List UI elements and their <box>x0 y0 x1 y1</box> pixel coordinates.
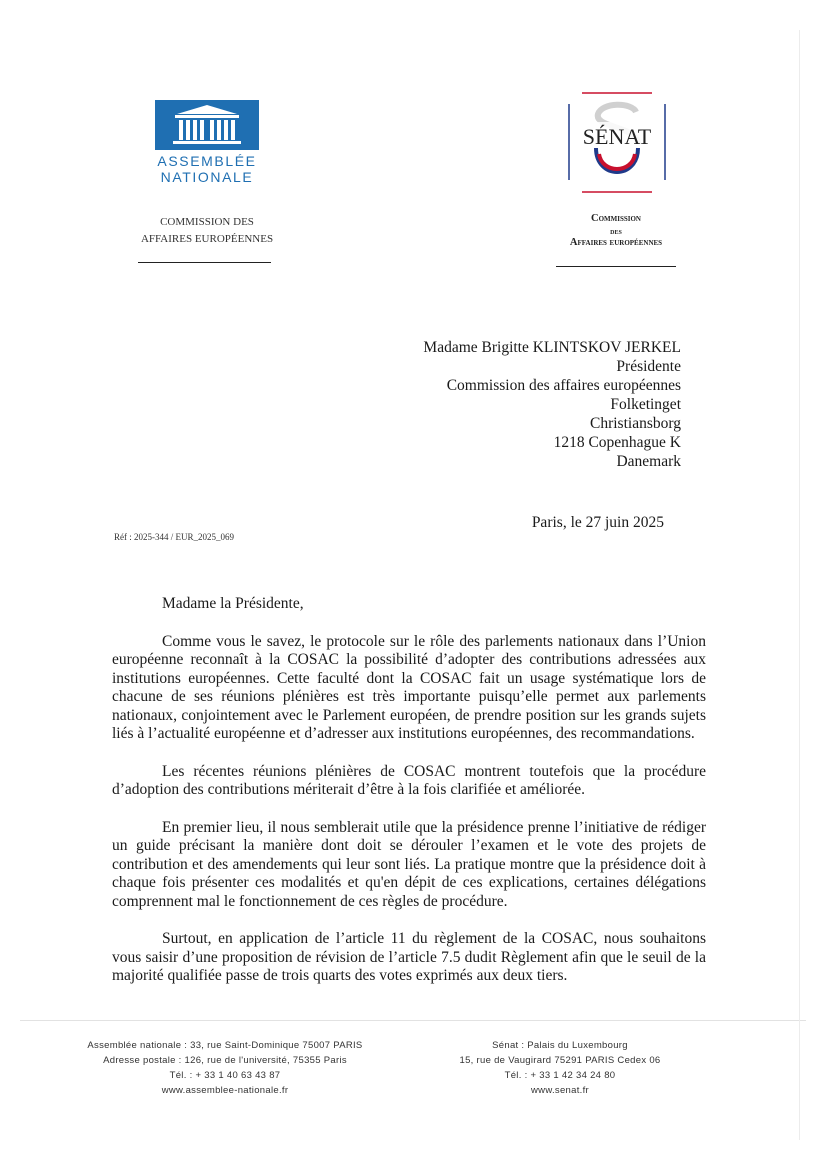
footer-senat-address: Sénat : Palais du Luxembourg <box>492 1040 628 1051</box>
addressee-institution: Folketinget <box>610 396 681 413</box>
assemblee-name-line1: ASSEMBLÉE <box>157 153 257 169</box>
addressee-country: Danemark <box>616 453 681 470</box>
senat-logo-text: SÉNAT <box>582 124 652 149</box>
senat-commission-line1: Commission <box>591 213 641 224</box>
footer-senat-website: www.senat.fr <box>531 1085 589 1096</box>
footer-an-postal: Adresse postale : 126, rue de l'université, 75355 Paris <box>103 1055 347 1066</box>
palais-bourbon-icon <box>155 100 259 150</box>
senat-commission-line3: Affaires européennes <box>569 237 663 248</box>
assemblee-divider <box>138 262 271 263</box>
paragraph-3: En premier lieu, il nous semblerait utile que la présidence prenne l’initiative de rédiger un guide précisant la manière dont doit se dérouler l’examen et le vote des projets de contribution et des amendements qui leur sont liés. La pratique montre que la présidence doit à chaque fois présenter ces modalités et qu'en dépit de ces explications, certaines délégations comprennent mal le fonctionnement de ces règles de procédure. <box>112 818 706 910</box>
addressee-city: 1218 Copenhague K <box>553 434 681 451</box>
footer-assemblee <box>55 1038 395 1098</box>
senat-commission-line2: des <box>610 226 622 236</box>
senat-divider <box>556 266 676 267</box>
letter-reference: Réf : 2025-344 / EUR_2025_069 <box>114 532 234 542</box>
assemblee-commission <box>120 214 294 248</box>
senat-commission <box>540 213 692 249</box>
footer-senat-phone: Tél. : + 33 1 42 34 24 80 <box>504 1070 616 1081</box>
letter-body <box>112 595 706 1005</box>
footer-senat-street: 15, rue de Vaugirard 75291 PARIS Cedex 06 <box>459 1055 661 1066</box>
footer-an-address: Assemblée nationale : 33, rue Saint-Dominique 75007 PARIS <box>87 1040 363 1051</box>
paragraph-2: Les récentes réunions plénières de COSAC montrent toutefois que la procédure d’adoption des contributions mériterait d’être à la fois clarifiée et améliorée. <box>112 762 706 798</box>
addressee-block <box>423 338 681 471</box>
assemblee-commission-line2: AFFAIRES EUROPÉENNES <box>140 233 274 245</box>
footer-senat <box>430 1038 690 1098</box>
footer-divider <box>20 1020 806 1021</box>
assemblee-name <box>140 153 274 185</box>
paragraph-4: Surtout, en application de l’article 11 du règlement de la COSAC, nous souhaitons vous saisir d’une proposition de révision de l’article 7.5 dudit Règlement afin que le seuil de la majorité qualifiée passe de trois quarts des votes exprimés aux deux tiers. <box>112 930 706 984</box>
senat-logo <box>566 92 668 194</box>
senat-emblem-icon <box>566 92 668 194</box>
addressee-name: Madame Brigitte KLINTSKOV JERKEL <box>423 339 681 356</box>
assemblee-name-line2: NATIONALE <box>160 169 254 185</box>
paragraph-1: Comme vous le savez, le protocole sur le rôle des parlements nationaux dans l’Union européenne reconnaît à la COSAC la possibilité d’adopter des contributions adressées aux institutions européennes. Cette faculté dont la COSAC fait un usage systématique lors de chacune de ses réunions plénières est très importante puisqu’elle permet aux parlements nationaux, conjointement avec le Parlement européen, de prendre position sur les grands sujets liés à l’actualité européenne et d’adresser aux institutions européennes, des recommandations. <box>112 632 706 742</box>
salutation: Madame la Présidente, <box>162 595 304 612</box>
scan-edge-line <box>799 30 800 1140</box>
footer-an-website: www.assemblee-nationale.fr <box>161 1085 289 1096</box>
footer-an-phone: Tél. : + 33 1 40 63 43 87 <box>169 1070 281 1081</box>
assemblee-logo <box>155 100 259 150</box>
addressee-title: Présidente <box>616 358 681 375</box>
letter-date: Paris, le 27 juin 2025 <box>531 514 664 531</box>
addressee-commission: Commission des affaires européennes <box>446 377 681 394</box>
addressee-building: Christiansborg <box>590 415 681 432</box>
assemblee-commission-line1: COMMISSION DES <box>160 216 254 228</box>
